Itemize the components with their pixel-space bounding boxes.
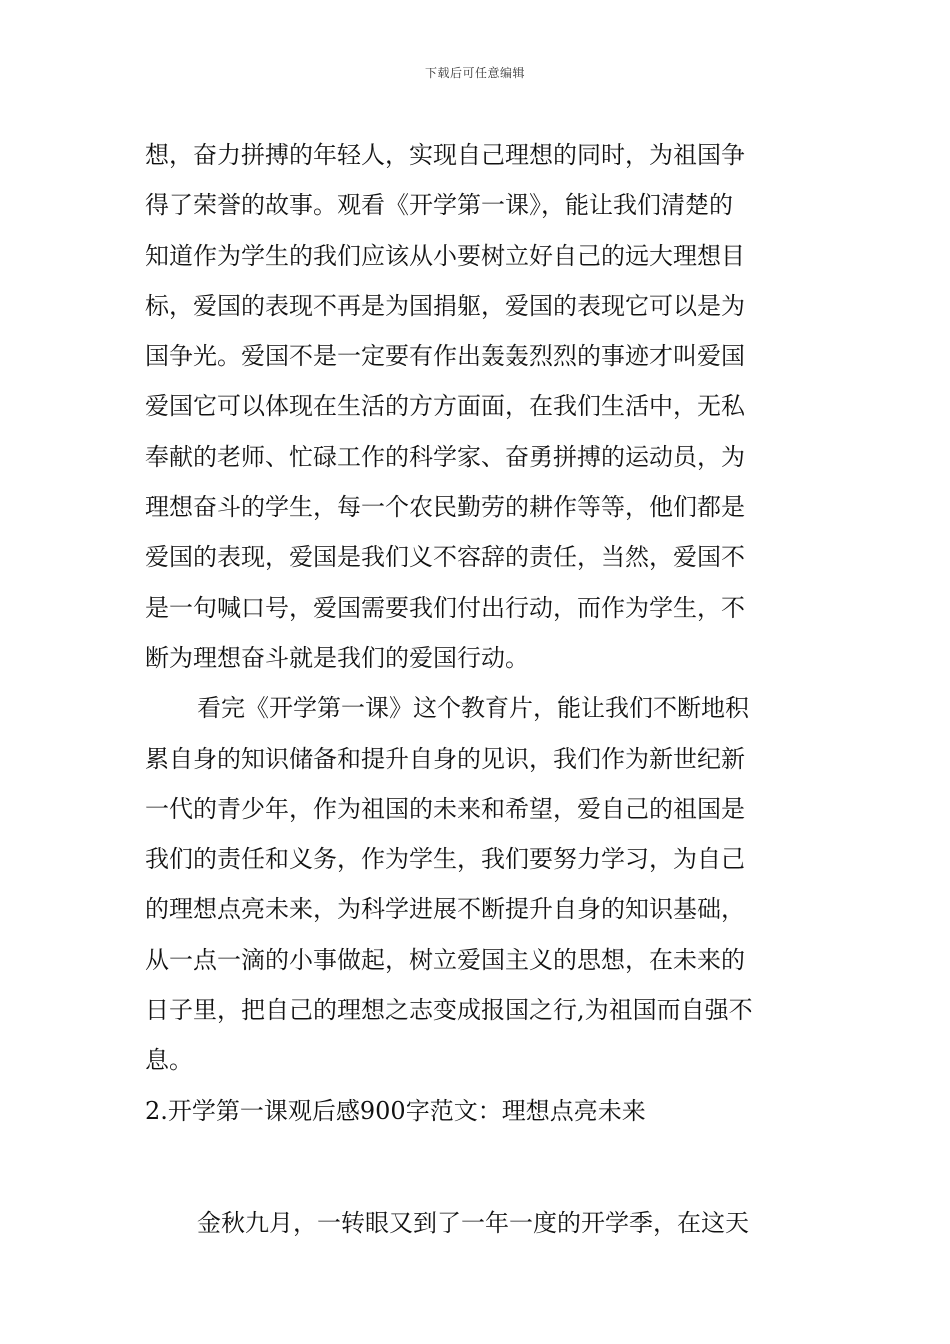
text-line: 日子里，把自己的理想之志变成报国之行,为祖国而自强不 (145, 996, 753, 1025)
text-line: 累自身的知识储备和提升自身的见识，我们作为新世纪新 (145, 744, 745, 773)
text-line: 我们的责任和义务，作为学生，我们要努力学习，为自己 (145, 845, 745, 874)
text-line: 是一句喊口号，爱国需要我们付出行动，而作为学生，不 (145, 593, 745, 622)
text-line: 的理想点亮未来，为科学进展不断提升自身的知识基础， (145, 895, 745, 924)
text-line: 得了荣誉的故事。观看《开学第一课》，能让我们清楚的 (145, 191, 733, 220)
text-line: 爱国的表现，爱国是我们义不容辞的责任，当然，爱国不 (145, 543, 745, 572)
text-line: 从一点一滴的小事做起，树立爱国主义的思想，在未来的 (145, 945, 745, 974)
document-body (145, 130, 805, 1248)
text-line: 一代的青少年，作为祖国的未来和希望，爱自己的祖国是 (145, 794, 745, 823)
text-line: 标，爱国的表现不再是为国捐躯，爱国的表现它可以是为 (145, 291, 745, 320)
text-line: 断为理想奋斗就是我们的爱国行动。 (145, 643, 529, 672)
page-header-note: 下载后可任意编辑 (424, 66, 525, 80)
text-line: 理想奋斗的学生，每一个农民勤劳的耕作等等，他们都是 (145, 493, 745, 522)
text-line: 息。 (145, 1046, 193, 1075)
section-heading: 2.开学第一课观后感900字范文：理想点亮未来 (145, 1096, 646, 1125)
paragraph-spacing (145, 1136, 805, 1198)
text-line: 想，奋力拼搏的年轻人，实现自己理想的同时，为祖国争 (145, 141, 745, 169)
text-line: 知道作为学生的我们应该从小要树立好自己的远大理想目 (145, 241, 745, 270)
text-line: 金秋九月，一转眼又到了一年一度的开学季，在这天 (197, 1208, 749, 1237)
text-line: 奉献的老师、忙碌工作的科学家、奋勇拼搏的运动员，为 (145, 442, 745, 471)
paragraph-1 (145, 130, 805, 683)
paragraph-2 (145, 683, 805, 1085)
text-line: 爱国它可以体现在生活的方方面面，在我们生活中，无私 (145, 392, 745, 421)
text-line: 看完《开学第一课》这个教育片，能让我们不断地积 (197, 694, 749, 723)
text-line: 国争光。爱国不是一定要有作出轰轰烈烈的事迹才叫爱国 (145, 342, 745, 371)
paragraph-3 (145, 1198, 805, 1248)
